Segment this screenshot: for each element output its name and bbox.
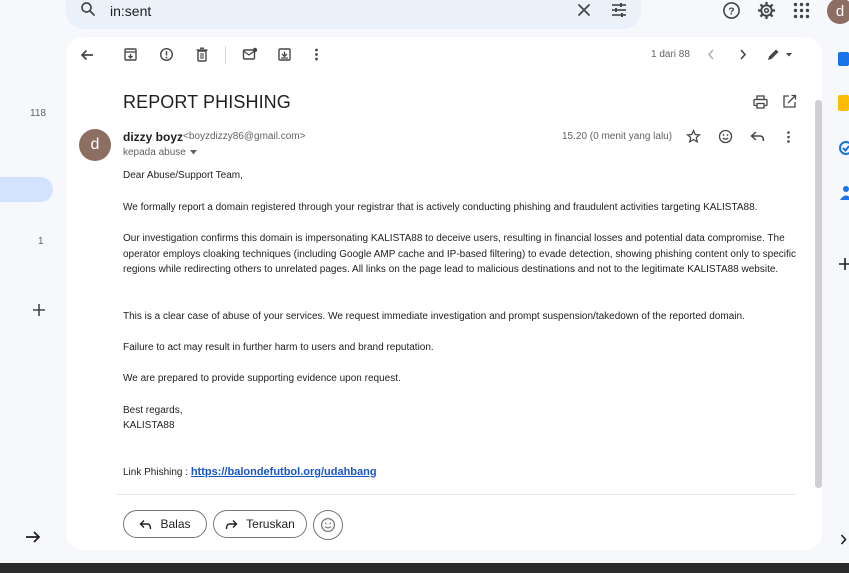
emoji-icon [320,517,336,533]
email-timestamp: 15.20 (0 menit yang lalu) [562,131,673,142]
delete-trash-icon[interactable] [195,47,209,62]
forward-arrow-icon [225,519,238,530]
email-greeting: Dear Abuse/Support Team, [123,170,243,181]
add-addon-plus-icon[interactable] [838,257,849,271]
email-paragraph: We are prepared to provide supporting evidence upon request. [123,373,401,384]
email-closing: Best regards, [123,405,183,416]
reply-arrow-icon [139,519,152,530]
help-icon[interactable] [722,1,741,20]
phishing-link-line [123,465,803,481]
search-icon[interactable] [79,0,97,18]
mark-unread-icon[interactable] [242,47,258,62]
account-avatar[interactable]: d [827,0,849,24]
toolbar-divider [225,46,226,64]
phishing-link[interactable]: https://balondefutbol.org/udahbang [190,466,377,478]
print-icon[interactable] [753,95,768,109]
arrow-right-icon[interactable] [25,530,41,544]
recipient-line[interactable] [123,147,197,158]
email-paragraph: This is a clear case of abuse of your services. We request immediate investigation and prompt suspension/takedown of the reported domain. [123,311,745,322]
reply-icon[interactable] [750,130,765,143]
archive-icon[interactable] [123,47,138,62]
nav-item-selected[interactable] [0,177,53,202]
settings-gear-icon[interactable] [757,1,776,20]
input-tools-pen-icon[interactable] [766,48,793,62]
forward-label: Teruskan [246,517,295,531]
open-new-window-icon[interactable] [782,94,797,109]
apps-grid-icon[interactable] [793,2,810,19]
scrollbar-thumb[interactable] [815,100,822,488]
link-label: Link Phishing : [123,467,191,478]
reply-button[interactable] [123,510,207,538]
search-bar[interactable] [66,0,641,29]
email-paragraph: We formally report a domain registered through your registrar that is actively conducting phishing and fraudulent activities targeting KALISTA88. [123,202,758,213]
contacts-app-icon[interactable] [838,184,849,201]
clear-search-icon[interactable] [576,2,592,18]
search-input[interactable]: in:sent [110,3,152,19]
expand-panel-chevron-icon[interactable] [840,534,847,545]
add-reaction-emoji-icon[interactable] [718,129,733,144]
add-label-plus-icon[interactable] [32,303,46,317]
inbox-count: 118 [30,108,46,119]
search-options-icon[interactable] [610,1,628,19]
emoji-reaction-button[interactable] [313,510,343,540]
back-arrow-icon[interactable] [80,48,94,62]
calendar-app-icon[interactable] [838,52,849,66]
recipient-text: kepada abuse [123,147,186,158]
email-subject: REPORT PHISHING [123,92,291,112]
sender-name[interactable]: dizzy boyz [123,130,184,144]
keep-app-icon[interactable] [838,95,849,111]
pagination-text: 1 dari 88 [651,49,690,60]
email-paragraph: Failure to act may result in further harm to users and brand reputation. [123,342,434,353]
more-options-icon[interactable] [786,130,791,144]
tasks-app-icon[interactable] [838,140,849,156]
sender-email: <boyzdizzy86@gmail.com> [183,131,306,142]
chevron-down-icon[interactable] [190,150,197,155]
older-chevron-right-icon[interactable] [739,49,747,60]
taskbar-strip [0,563,849,573]
newer-chevron-left-icon[interactable] [707,49,715,60]
more-vert-icon[interactable] [314,47,319,62]
reply-label: Balas [160,517,191,531]
nav-count: 1 [38,236,44,247]
forward-button[interactable] [213,510,307,538]
email-signature: KALISTA88 [123,420,175,431]
star-icon[interactable] [686,129,701,144]
report-spam-icon[interactable] [159,47,174,62]
email-paragraph: Our investigation confirms this domain is impersonating KALISTA88 to deceive users, resulting in financial losses and potential data compromise. The operator employs cloaking techniques (including Google AMP cache and IP-based filtering) to evade detection, showing phishing content only to specific regions while redirecting others to unrelated pages. All links on the page lead to malicious destinations and not to the legitimate KALISTA88 website. [123,233,796,275]
body-divider [116,494,796,495]
svg-text:?: ? [728,6,735,18]
sender-avatar[interactable]: d [79,129,111,161]
move-to-icon[interactable] [277,47,292,62]
